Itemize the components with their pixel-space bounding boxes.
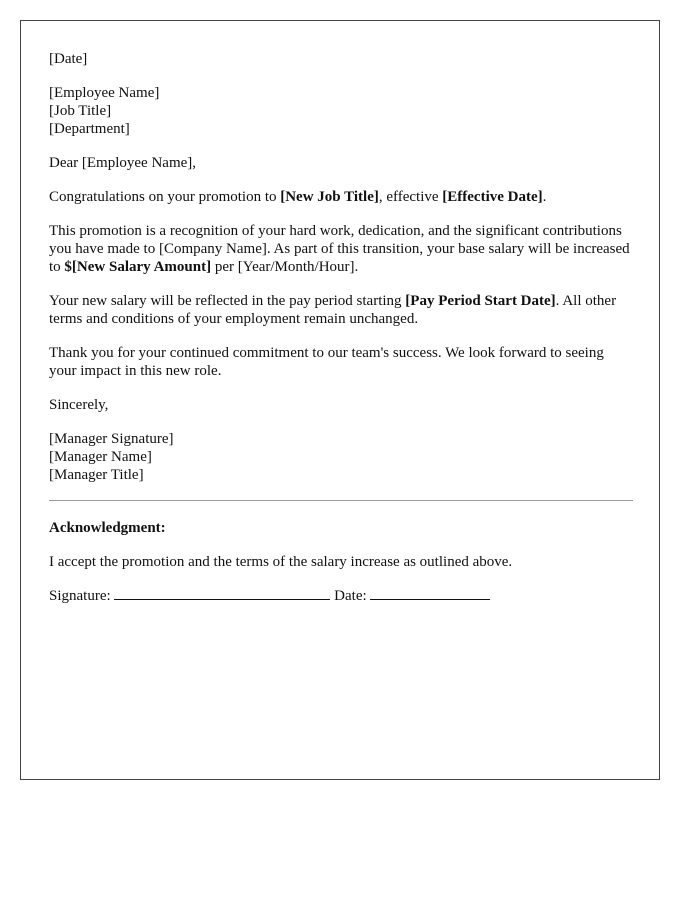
acknowledgment-signature-row	[49, 587, 633, 605]
paragraph-pay-period	[49, 292, 633, 328]
acknowledgment-text: I accept the promotion and the terms of the salary increase as outlined above.	[49, 554, 513, 570]
acknowledgment-title: Acknowledgment:	[49, 520, 166, 536]
pay-period-start-date: [Pay Period Start Date]	[405, 293, 556, 309]
new-job-title: [New Job Title]	[280, 189, 379, 205]
paragraph-thanks: Thank you for your continued commitment to our team's success. We look forward to seeing your impact in this new role.	[49, 345, 604, 379]
paragraph-recognition	[49, 222, 633, 276]
manager-title: [Manager Title]	[49, 467, 144, 483]
p2-text-2: per [Year/Month/Hour].	[211, 259, 359, 275]
effective-date: [Effective Date]	[442, 189, 543, 205]
divider	[49, 500, 633, 501]
salutation: Dear [Employee Name],	[49, 155, 197, 171]
p2-text-1: This promotion is a recognition of your hard work, dedication, and the significant contributions you have made to [Company Name]. As part of this transition, your base salary will be increased to	[49, 223, 630, 275]
p1-text-2: , effective	[378, 189, 443, 205]
manager-name: [Manager Name]	[49, 449, 152, 465]
recipient-job-title: [Job Title]	[49, 103, 112, 119]
date-label: Date:	[334, 588, 367, 604]
letter-page	[20, 20, 660, 780]
letter-date: [Date]	[49, 51, 88, 67]
paragraph-congratulations	[49, 188, 633, 206]
signature-label: Signature:	[49, 588, 111, 604]
letter-content	[49, 50, 633, 621]
p1-text-1: Congratulations on your promotion to	[49, 189, 281, 205]
p3-text-1: Your new salary will be reflected in the pay period starting	[49, 293, 406, 309]
manager-signature: [Manager Signature]	[49, 431, 174, 447]
signature-line[interactable]	[114, 587, 330, 600]
signature-block	[49, 430, 633, 484]
p3-text-2: . All other terms and conditions of your employment remain unchanged.	[49, 293, 617, 327]
closing: Sincerely,	[49, 397, 109, 413]
p1-text-3: .	[542, 189, 547, 205]
new-salary-amount: $[New Salary Amount]	[64, 259, 212, 275]
recipient-block	[49, 84, 633, 138]
recipient-name: [Employee Name]	[49, 85, 160, 101]
recipient-department: [Department]	[49, 121, 130, 137]
date-line[interactable]	[370, 587, 490, 600]
